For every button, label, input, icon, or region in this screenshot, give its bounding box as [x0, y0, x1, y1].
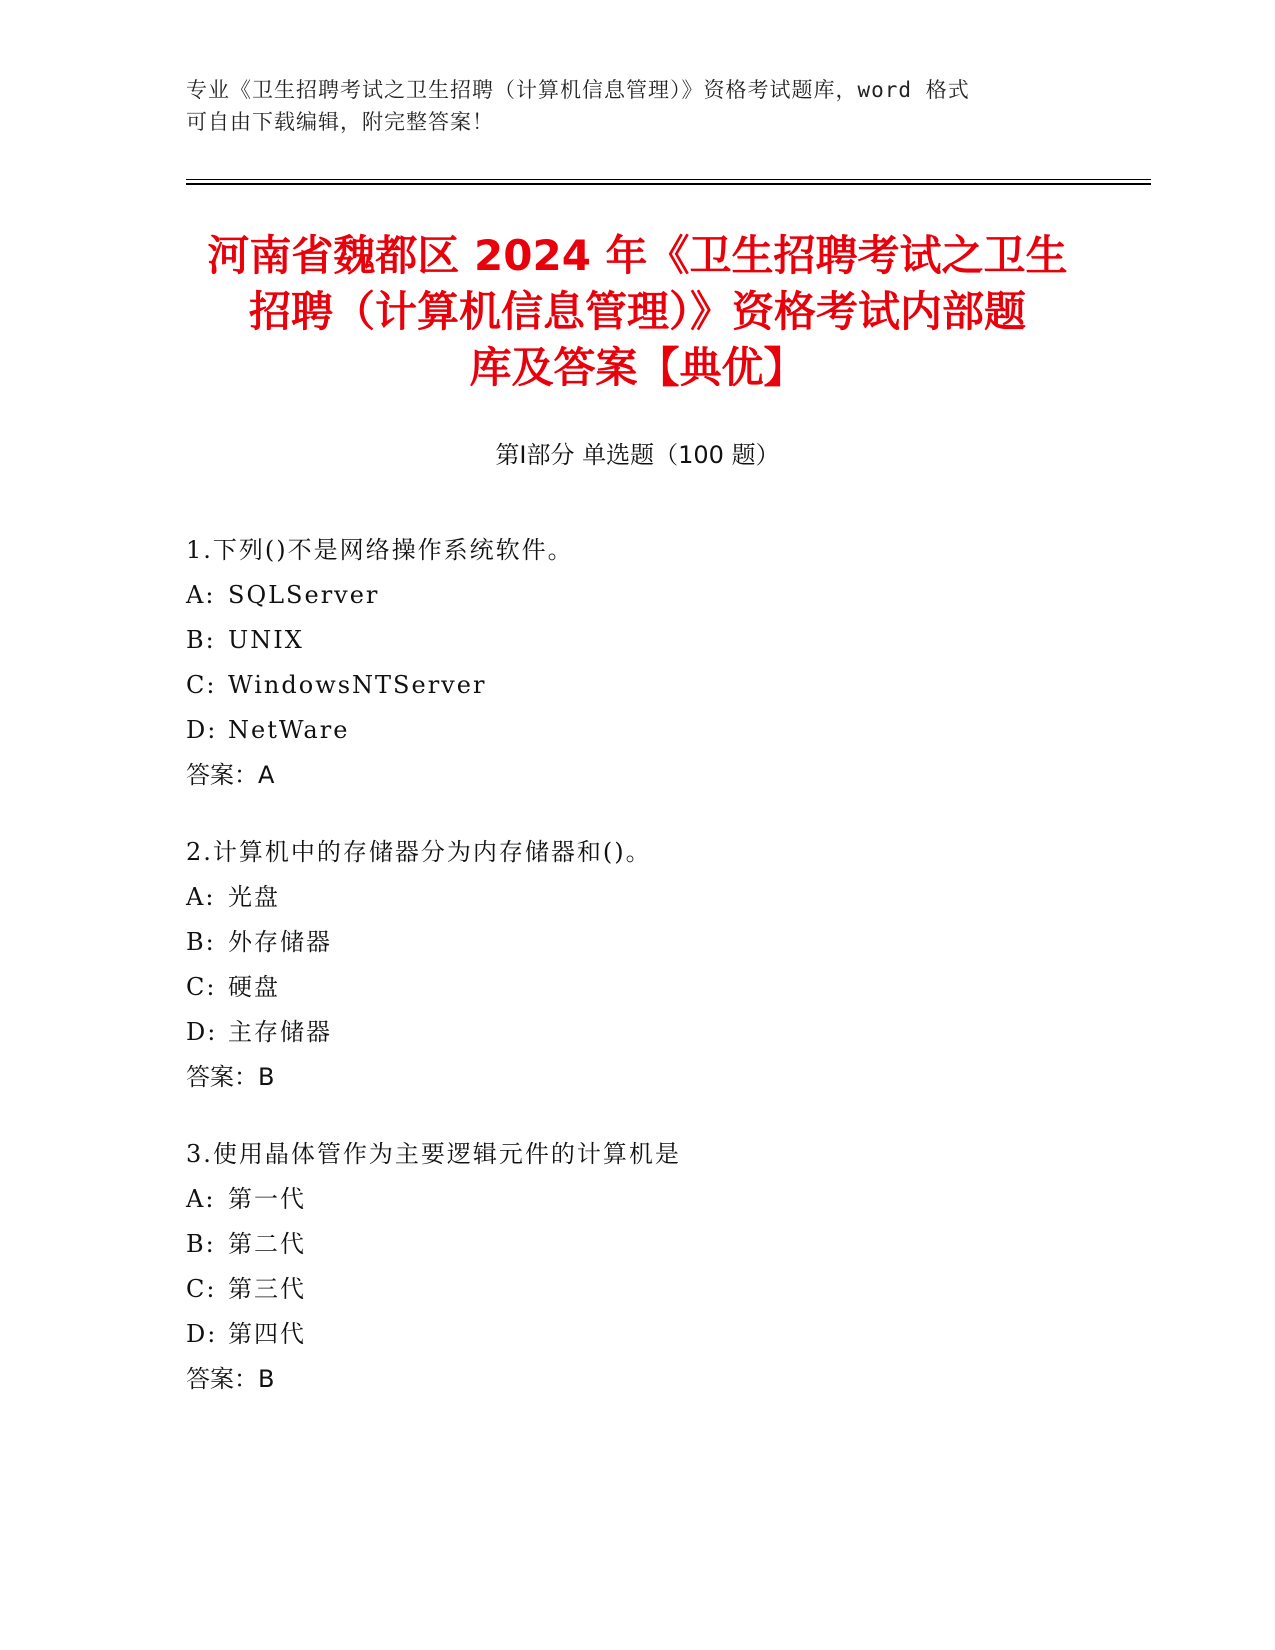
option-c	[186, 663, 1146, 708]
option-d	[186, 1010, 1146, 1055]
option-text: 第二代	[228, 1230, 306, 1258]
question-list	[186, 528, 1146, 1434]
document-title	[150, 228, 1125, 396]
question-1	[186, 528, 1146, 798]
option-a	[186, 1177, 1146, 1222]
option-c	[186, 1267, 1146, 1312]
document-title-line-2: 招聘（计算机信息管理）》资格考试内部题	[248, 287, 1026, 336]
question-2	[186, 830, 1146, 1100]
option-text: 硬盘	[228, 973, 280, 1001]
option-key: C:	[186, 973, 217, 1001]
option-text: UNIX	[228, 626, 304, 654]
question-stem: 1.下列()不是网络操作系统软件。	[186, 536, 574, 564]
option-key: B:	[186, 928, 216, 956]
answer: 答案：B	[186, 1063, 275, 1091]
question-stem: 2.计算机中的存储器分为内存储器和()。	[186, 838, 652, 866]
option-d	[186, 708, 1146, 753]
answer: 答案：A	[186, 761, 275, 789]
option-key: A:	[186, 883, 216, 911]
option-text: SQLServer	[228, 581, 380, 609]
answer: 答案：B	[186, 1365, 275, 1393]
option-b	[186, 618, 1146, 663]
option-b	[186, 1222, 1146, 1267]
option-text: 外存储器	[228, 928, 332, 956]
question-stem: 3.使用晶体管作为主要逻辑元件的计算机是	[186, 1140, 681, 1168]
option-key: B:	[186, 1230, 216, 1258]
option-d	[186, 1312, 1146, 1357]
section-heading: 第Ⅰ部分 单选题（100 题）	[495, 441, 780, 469]
option-key: A:	[186, 581, 216, 609]
option-text: 第一代	[228, 1185, 306, 1213]
option-key: B:	[186, 626, 216, 654]
question-3	[186, 1132, 1146, 1402]
document-title-line-3: 库及答案【典优】	[469, 343, 806, 392]
option-key: A:	[186, 1185, 216, 1213]
option-a	[186, 573, 1146, 618]
option-a	[186, 875, 1146, 920]
option-text: 第三代	[228, 1275, 306, 1303]
option-key: C:	[186, 671, 217, 699]
option-text: 主存储器	[228, 1018, 332, 1046]
header-note-line-1: 专业《卫生招聘考试之卫生招聘（计算机信息管理）》资格考试题库，word 格式	[186, 78, 970, 102]
document-title-line-1: 河南省魏都区 2024 年《卫生招聘考试之卫生	[207, 231, 1068, 280]
option-text: WindowsNTServer	[228, 671, 487, 699]
header-divider-thin	[186, 179, 1151, 180]
option-c	[186, 965, 1146, 1010]
header-note-line-2: 可自由下载编辑，附完整答案！	[186, 110, 494, 134]
option-text: NetWare	[228, 716, 350, 744]
option-b	[186, 920, 1146, 965]
option-key: D:	[186, 716, 218, 744]
option-text: 光盘	[228, 883, 280, 911]
option-text: 第四代	[228, 1320, 306, 1348]
option-key: D:	[186, 1018, 218, 1046]
header-divider-thick	[186, 183, 1151, 185]
option-key: D:	[186, 1320, 218, 1348]
header-note	[186, 74, 1066, 138]
option-key: C:	[186, 1275, 217, 1303]
